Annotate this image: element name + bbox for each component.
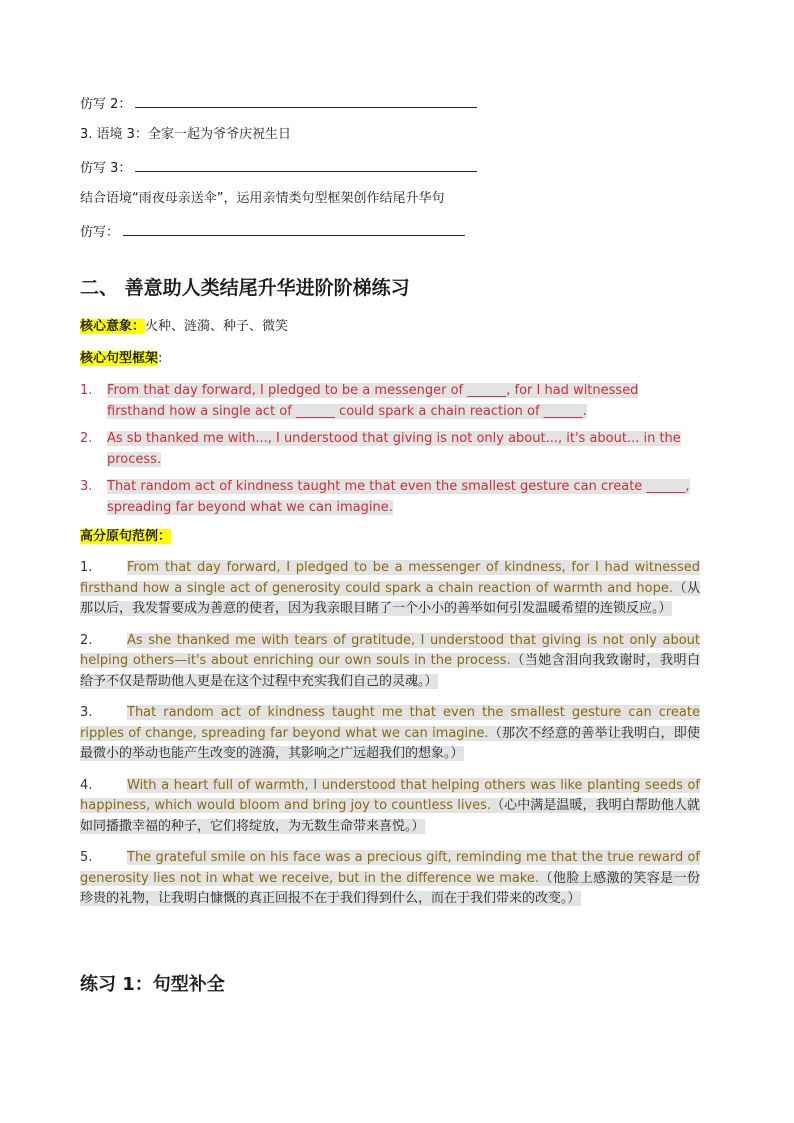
example-chinese: （他脸上感激的笑容是一份珍贵的礼物，让我明白慷慨的真正回报不在于我们得到什么，而在于我们带来的改变。）: [80, 870, 700, 906]
example-chinese: （心中满是温暖，我明白帮助他人就如同播撒幸福的种子，它们将绽放，为无数生命带来喜悦。）: [80, 798, 700, 834]
example-chinese: （当她含泪向我致谢时，我明白给予不仅是帮助他人更是在这个过程中充实我们自己的灵魂。）: [80, 653, 700, 689]
context-3-line: 3. 语境 3：全家一起为爷爷庆祝生日: [80, 127, 291, 142]
core-frame-line: [80, 349, 162, 369]
examples-label: 高分原句范例：: [80, 529, 172, 544]
core-imagery-value: 火种、涟漪、种子、微笑: [145, 319, 289, 334]
fill-line-imitation: 仿写：: [80, 221, 465, 243]
example-item: 3. That random act of kindness taught me that even the smallest gesture can create ripples of change, spreading far beyond what we can imagine.（那次不经意的善举让我明白，即使最微小的举动也能产生改变的涟漪，其影响之广远超我们的想象。）: [80, 705, 700, 761]
example-english: As she thanked me with tears of gratitude, I understood that giving is not only about helping others—it's about enriching our own souls in the process.: [80, 632, 700, 668]
examples-list: [80, 558, 700, 921]
fill-line-imitation-2: 仿写 2：: [80, 93, 477, 115]
frame-list: [80, 381, 700, 525]
exercise-title: 练习 1：句型补全: [80, 974, 225, 995]
example-item: 2. As she thanked me with tears of gratitude, I understood that giving is not only about helping others—it's about enriching our own souls in the process.（当她含泪向我致谢时，我明白给予不仅是帮助他人更是在这个过程中充实我们自己的灵魂。）: [80, 632, 700, 689]
example-english: From that day forward, I pledged to be a messenger of kindness, for I had witnessed firsthand how a single act of generosity could spark a chain reaction of warmth and hope.: [80, 560, 700, 596]
core-imagery-label: 核心意象：: [80, 319, 146, 334]
frame-text: That random act of kindness taught me that even the smallest gesture can create ______, spreading far beyond what we can imagine.: [107, 479, 690, 515]
fill-line-imitation-3: 仿写 3：: [80, 157, 477, 179]
example-item: 4. With a heart full of warmth, I understood that helping others was like planting seeds of happiness, which would bloom and bring joy to countless lives.（心中满是温暖，我明白帮助他人就如同播撒幸福的种子，它们将绽放，为无数生命带来喜悦。）: [80, 777, 700, 834]
list-item: 3. That random act of kindness taught me that even the smallest gesture can create ______, spreading far beyond what we can imagine.: [80, 479, 690, 515]
examples-heading: [80, 527, 171, 547]
list-item: 2. As sb thanked me with..., I understood that giving is not only about..., it's about... in the process.: [80, 431, 681, 467]
blank-underline[interactable]: [135, 93, 477, 108]
frame-text: From that day forward, I pledged to be a messenger of ______, for I had witnessed firsthand how a single act of ______ could spark a chain reaction of ______.: [107, 383, 639, 419]
example-item: 1. From that day forward, I pledged to be a messenger of kindness, for I had witnessed firsthand how a single act of generosity could spark a chain reaction of warmth and hope.（从那以后，我发誓要成为善意的使者，因为我亲眼目睹了一个小小的善举如何引发温暖希望的连锁反应。）: [80, 560, 700, 616]
core-imagery-line: [80, 317, 288, 337]
instruction-line: 结合语境“雨夜母亲送伞”，运用亲情类句型框架创作结尾升华句: [80, 191, 445, 206]
list-item: 1. From that day forward, I pledged to be a messenger of ______, for I had witnessed firsthand how a single act of ______ could spark a chain reaction of ______.: [80, 383, 639, 419]
example-english: The grateful smile on his face was a precious gift, reminding me that the true reward of generosity lies not in what we receive, but in the difference we make.: [80, 850, 700, 886]
core-frame-label: 核心句型框架: [80, 351, 159, 366]
frame-text: As sb thanked me with..., I understood that giving is not only about..., it's about... in the process.: [107, 431, 681, 467]
example-item: 5. The grateful smile on his face was a precious gift, reminding me that the true reward of generosity lies not in what we receive, but in the difference we make.（他脸上感激的笑容是一份珍贵的礼物，让我明白慷慨的真正回报不在于我们得到什么，而在于我们带来的改变。）: [80, 850, 700, 906]
core-frame-colon: :: [158, 351, 163, 366]
blank-underline[interactable]: [135, 157, 477, 172]
blank-underline[interactable]: [123, 221, 465, 236]
example-chinese: （那次不经意的善举让我明白，即使最微小的举动也能产生改变的涟漪，其影响之广远超我们的想象。）: [80, 725, 700, 761]
section-title: 二、 善意助人类结尾升华进阶阶梯练习: [80, 277, 410, 299]
example-chinese: （从那以后，我发誓要成为善意的使者，因为我亲眼目睹了一个小小的善举如何引发温暖希望的连锁反应。）: [80, 580, 700, 616]
example-english: With a heart full of warmth, I understood that helping others was like planting seeds of happiness, which would bloom and bring joy to countless lives.: [80, 777, 700, 813]
example-english: That random act of kindness taught me that even the smallest gesture can create ripples of change, spreading far beyond what we can imagine.: [80, 705, 700, 741]
